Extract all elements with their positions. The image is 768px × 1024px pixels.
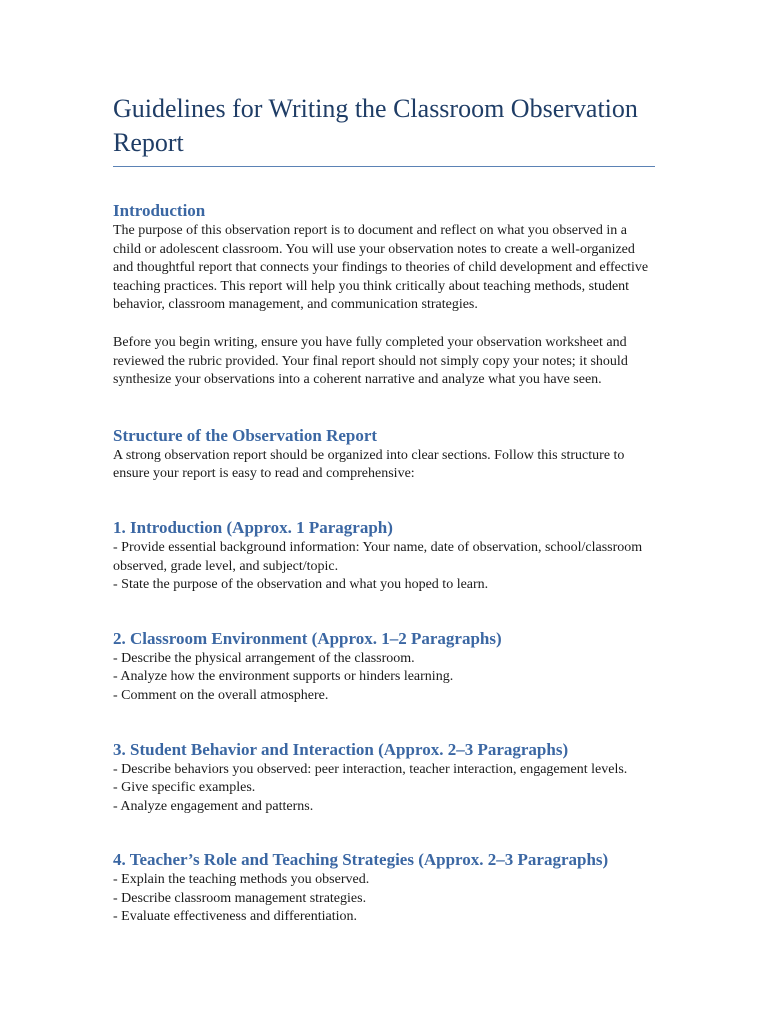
list-item: - Analyze engagement and patterns. bbox=[113, 798, 314, 814]
intro-paragraph-2: Before you begin writing, ensure you have fully completed your observation worksheet and reviewed the rubric provided. Your final report should not simply copy your notes; it should synthesize your observations into a coherent narrative and analyze what you have seen. bbox=[113, 334, 628, 388]
intro-paragraph-1: The purpose of this observation report is to document and reflect on what you observed in a child or adolescent classroom. You will use your observation notes to create a well-organized and thoughtful report that connects your findings to theories of child development and effective teaching practices. This report will help you think critically about teaching methods, student behavior, classroom management, and communication strategies. bbox=[113, 223, 649, 313]
list-item: - Describe behaviors you observed: peer interaction, teacher interaction, engagement levels. bbox=[113, 761, 628, 777]
section-3-student-behavior bbox=[113, 739, 655, 817]
section-heading: 3. Student Behavior and Interaction (Approx. 2–3 Paragraphs) bbox=[113, 739, 569, 759]
section-4-teacher-role bbox=[113, 849, 655, 927]
list-item: - Give specific examples. bbox=[113, 780, 256, 796]
section-heading: 2. Classroom Environment (Approx. 1–2 Paragraphs) bbox=[113, 628, 502, 648]
page-title: Guidelines for Writing the Classroom Observation Report bbox=[113, 94, 638, 157]
list-item: - Comment on the overall atmosphere. bbox=[113, 687, 329, 703]
list-item: - Evaluate effectiveness and differentiation. bbox=[113, 909, 357, 925]
list-item: - State the purpose of the observation and what you hoped to learn. bbox=[113, 577, 489, 593]
list-item: - Describe the physical arrangement of the classroom. bbox=[113, 650, 415, 666]
list-item: - Describe classroom management strategies. bbox=[113, 890, 367, 906]
section-introduction bbox=[113, 200, 655, 390]
section-2-classroom-environment bbox=[113, 628, 655, 706]
list-item: - Provide essential background information: Your name, date of observation, school/classroom observed, grade level, and subject/topic. bbox=[113, 539, 643, 574]
section-heading: 4. Teacher’s Role and Teaching Strategies (Approx. 2–3 Paragraphs) bbox=[113, 850, 609, 870]
section-1-introduction bbox=[113, 517, 655, 595]
structure-paragraph: A strong observation report should be organized into clear sections. Follow this structure to ensure your report is easy to read and comprehensive: bbox=[113, 447, 625, 482]
section-heading: Structure of the Observation Report bbox=[113, 425, 378, 445]
section-structure bbox=[113, 425, 655, 484]
document-page bbox=[113, 92, 655, 927]
section-heading: Introduction bbox=[113, 201, 206, 220]
list-item: - Analyze how the environment supports or hinders learning. bbox=[113, 669, 454, 685]
section-heading: 1. Introduction (Approx. 1 Paragraph) bbox=[113, 517, 393, 537]
list-item: - Explain the teaching methods you observed. bbox=[113, 872, 370, 888]
